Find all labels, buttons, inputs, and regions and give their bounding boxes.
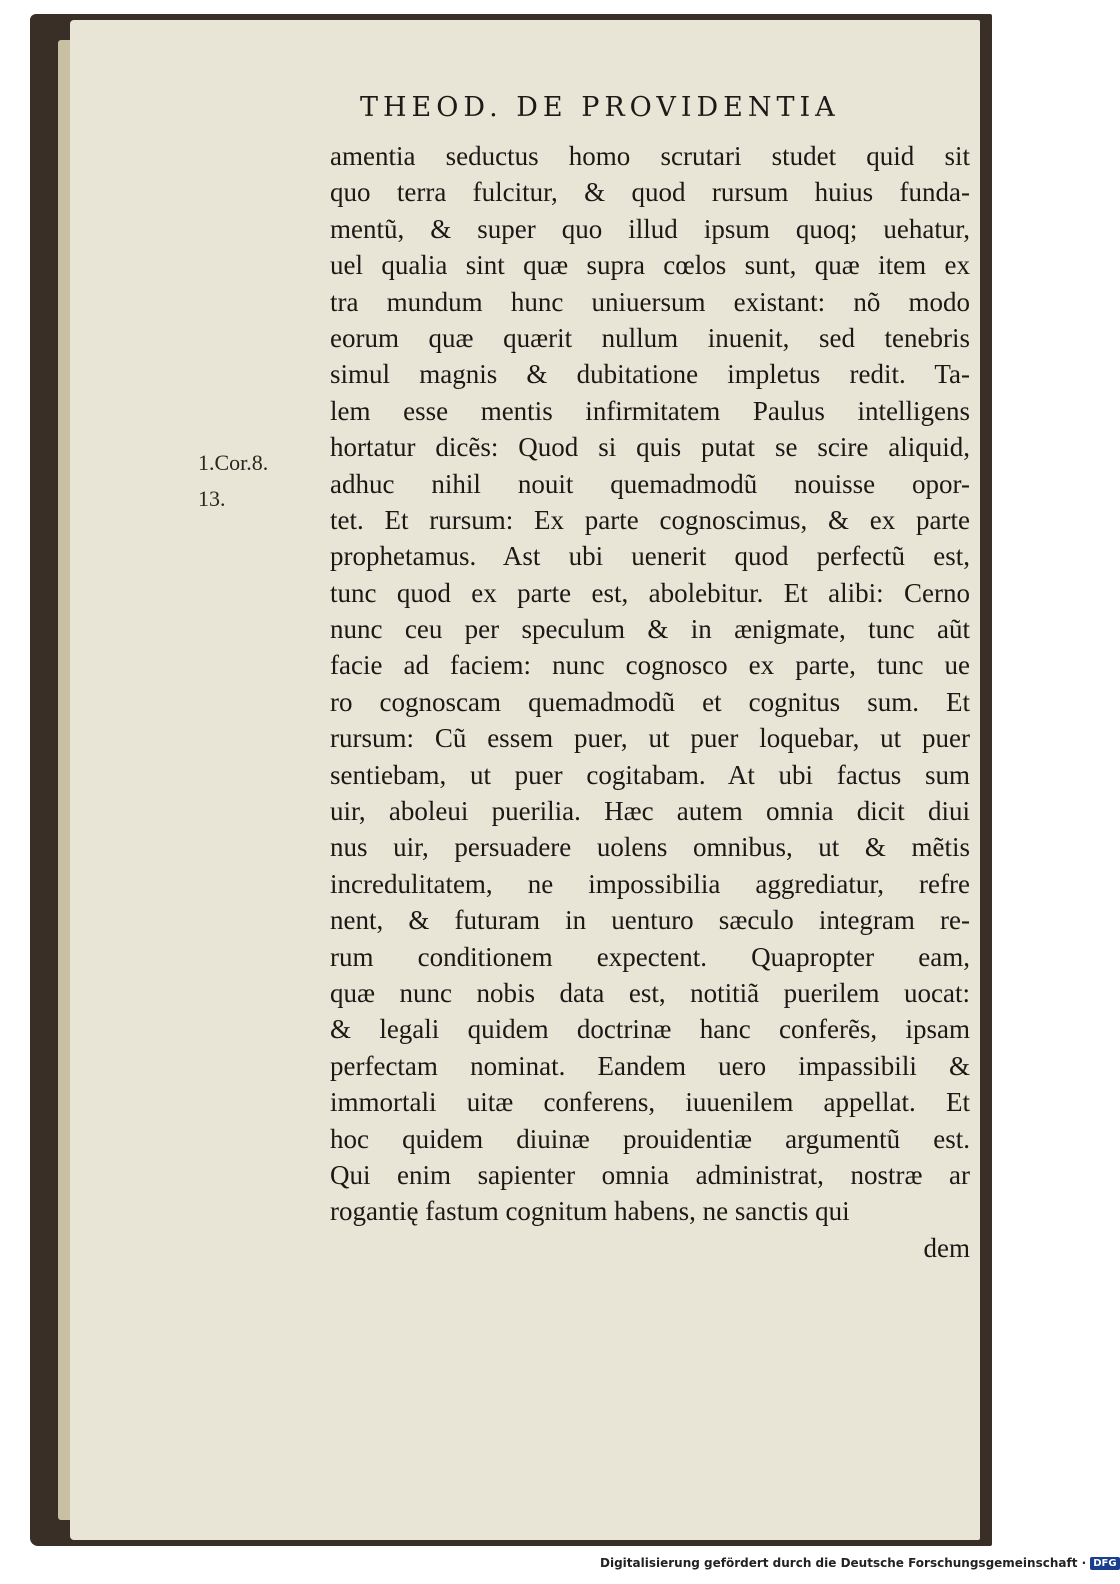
text-line: amentia seductus homo scrutari studet quid sit bbox=[330, 141, 970, 171]
text-line: Qui enim sapienter omnia administrat, nostræ ar bbox=[330, 1159, 970, 1190]
text-line: nunc ceu per speculum & in ænigmate, tunc aũt bbox=[330, 614, 970, 645]
catchword: dem bbox=[923, 1232, 970, 1263]
text-line: facie ad faciem: nunc cognosco ex parte, tunc ue bbox=[330, 650, 970, 681]
text-line: adhuc nihil nouit quemadmodũ nouisse opor- bbox=[330, 468, 970, 499]
text-line: prophetamus. Ast ubi uenerit quod perfectũ est, bbox=[330, 541, 970, 572]
text-line: eorum quæ quærit nullum inuenit, sed tenebris bbox=[330, 322, 970, 353]
text-line: & legali quidem doctrinæ hanc conferẽs, ipsam bbox=[330, 1014, 970, 1045]
text-line: immortali uitæ conferens, iuuenilem appellat. Et bbox=[330, 1087, 970, 1118]
text-line: tra mundum hunc uniuersum existant: nõ modo bbox=[330, 286, 970, 317]
text-line: simul magnis & dubitatione impletus redit. Ta- bbox=[330, 359, 970, 390]
text-line: quo terra fulcitur, & quod rursum huius funda- bbox=[330, 177, 970, 208]
margin-note bbox=[198, 445, 318, 517]
footer-text: Digitalisierung gefördert durch die Deutsche Forschungsgemeinschaft · bbox=[600, 1556, 1087, 1570]
text-line: rursum: Cũ essem puer, ut puer loquebar, ut puer bbox=[330, 723, 970, 754]
body-text bbox=[330, 138, 970, 1266]
text-line: nent, & futuram in uenturo sæculo integram re- bbox=[330, 905, 970, 936]
text-line: rum conditionem expectent. Quapropter eam, bbox=[330, 941, 970, 972]
dfg-logo: DFG bbox=[1090, 1557, 1119, 1570]
text-line: quæ nunc nobis data est, notitiã puerilem uocat: bbox=[330, 977, 970, 1008]
text-line: tet. Et rursum: Ex parte cognoscimus, & ex parte bbox=[330, 504, 970, 535]
text-line: sentiebam, ut puer cogitabam. At ubi factus sum bbox=[330, 759, 970, 790]
margin-note-line: 1.Cor.8. bbox=[198, 450, 269, 475]
margin-note-line: 13. bbox=[198, 486, 226, 511]
text-line: tunc quod ex parte est, abolebitur. Et alibi: Cerno bbox=[330, 577, 970, 608]
text-line: nus uir, persuadere uolens omnibus, ut & mẽtis bbox=[330, 832, 970, 863]
text-line: perfectam nominat. Eandem uero impassibili & bbox=[330, 1050, 970, 1081]
text-line: mentũ, & super quo illud ipsum quoq; uehatur, bbox=[330, 213, 970, 244]
digitization-footer bbox=[600, 1550, 1117, 1576]
text-line: uir, aboleui puerilia. Hæc autem omnia dicit diui bbox=[330, 796, 970, 827]
text-line: rogantię fastum cognitum habens, ne sanctis qui bbox=[330, 1196, 850, 1227]
text-line: hortatur dicẽs: Quod si quis putat se scire aliquid, bbox=[330, 432, 970, 463]
text-line: incredulitatem, ne impossibilia aggrediatur, refre bbox=[330, 868, 970, 899]
text-line: lem esse mentis infirmitatem Paulus intelligens bbox=[330, 395, 970, 426]
running-head: THEOD. DE PROVIDENTIA bbox=[360, 92, 840, 123]
text-line: hoc quidem diuinæ prouidentiæ argumentũ est. bbox=[330, 1123, 970, 1154]
text-line: uel qualia sint quæ supra cœlos sunt, quæ item ex bbox=[330, 250, 970, 281]
text-line: ro cognoscam quemadmodũ et cognitus sum. Et bbox=[330, 686, 970, 717]
